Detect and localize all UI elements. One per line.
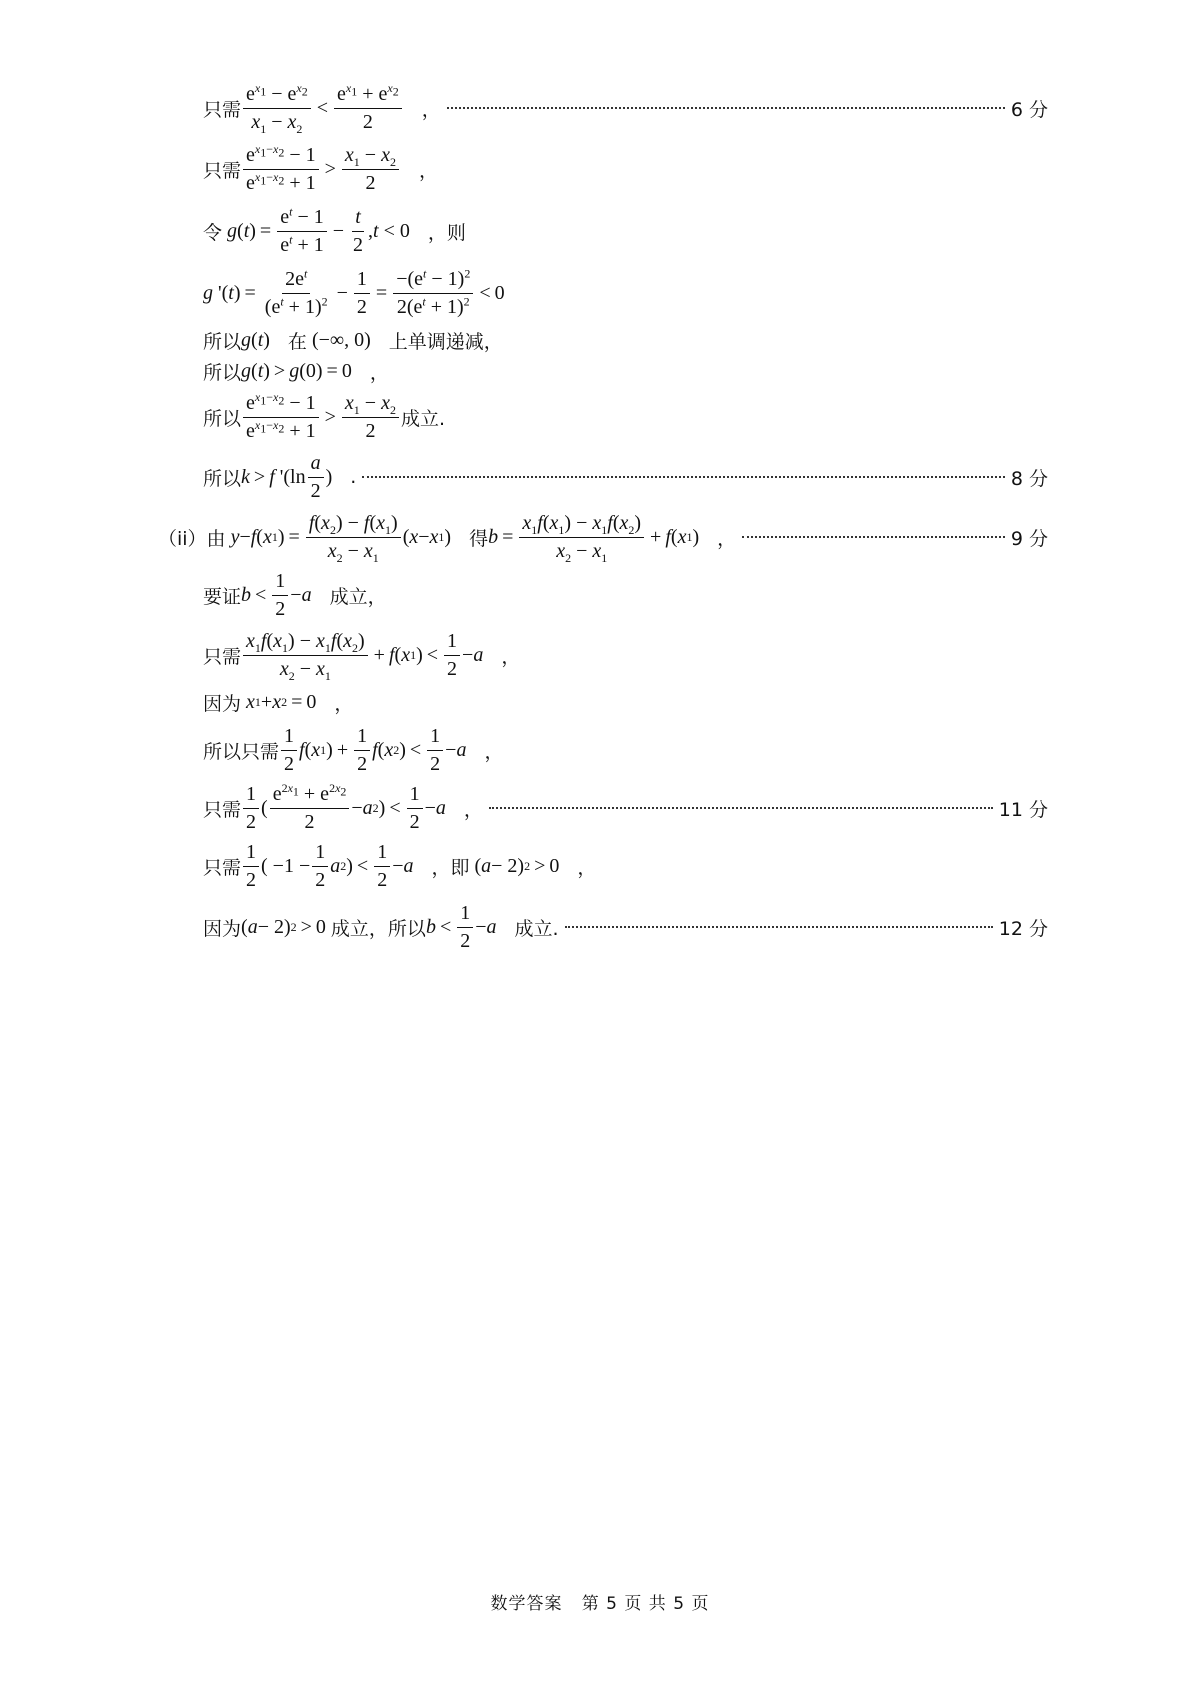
part-label: （ii）由 (158, 527, 226, 550)
inequality-formula: $\frac{e^{x_1-x_2} - 1}{e^{x_1-x_2} + 1}$ > $\frac{x_1 - x_2}{2}$ (241, 144, 401, 195)
dotted-leader (447, 107, 1005, 109)
step-line-8 (203, 448, 1048, 506)
step-prefix: 所以 (203, 467, 242, 490)
footer-page-total: 5 (673, 1594, 686, 1614)
step-mid: 成立，所以 (330, 917, 426, 940)
score-label: 12 分 (998, 917, 1048, 940)
dotted-leader (362, 476, 1005, 478)
punctuation: ， (418, 159, 438, 182)
page-footer (0, 1589, 1200, 1614)
step-line-7 (203, 388, 1200, 446)
punctuation: . (350, 466, 357, 488)
step-line-9 (158, 507, 1048, 567)
step-prefix: 要证 (203, 585, 242, 608)
step-line-4 (203, 263, 1200, 323)
intercept-formula: b = $\frac{x_1f(x_1) - x_1f(x_2)}{x_2 - x_1}$ + f ( x 1 ) (488, 511, 700, 565)
step-line-6 (203, 355, 1200, 387)
score-label: 11 分 (998, 798, 1048, 821)
footer-page-prefix: 第 (581, 1594, 600, 1614)
step-line-2 (203, 140, 1200, 198)
score-label: 6 分 (1010, 98, 1048, 121)
formula: x 1 + x 2 = 0 (246, 690, 317, 713)
step-prefix: 令 (203, 221, 223, 244)
step-line-1 (203, 78, 1048, 138)
punctuation: ， (484, 740, 504, 763)
score-label: 8 分 (1010, 467, 1048, 490)
punctuation: ， (421, 98, 441, 121)
step-prefix: 所以只需 (203, 740, 280, 763)
inequality-formula: $\frac{e^{x_1-x_2} - 1}{e^{x_1-x_2} + 1}$ > $\frac{x_1 - x_2}{2}$ (241, 392, 401, 443)
step-line-11 (203, 626, 1200, 684)
step-suffix: ，则 (427, 221, 466, 244)
function-definition: g ( t ) = $\frac{e^t - 1}{e^t + 1}$ − $\frac{t}{2}$ , t < 0 (227, 203, 410, 256)
footer-subject: 数学答案 (490, 1594, 563, 1614)
interval-formula: (−∞, 0) (306, 328, 371, 351)
step-prefix: 所以 (203, 361, 242, 384)
step-mid: 得 (469, 527, 489, 550)
step-line-12 (203, 686, 1200, 718)
punctuation: ， (501, 645, 521, 668)
step-prefix: 所以 (203, 330, 242, 353)
derivative-formula: g '( t ) = $\frac{2e^t}{(e^t + 1)^2}$ − $\frac{1}{2}$ = $\frac{-(e^t - 1)^2}{2(e^t + 1)^2}$ < 0 (203, 265, 505, 318)
step-line-13 (203, 721, 1200, 779)
step-line-5 (203, 325, 1200, 355)
step-prefix: 只需 (203, 856, 242, 879)
step-prefix: 因为 (203, 692, 242, 715)
step-prefix: 所以 (203, 407, 242, 430)
footer-page-suffix: 页 (691, 1594, 710, 1614)
goal-formula: b < $\frac{1}{2}$ − a (425, 901, 497, 952)
step-suffix: 成立. (400, 407, 446, 430)
step-mid: 在 (287, 330, 307, 353)
step-line-15 (203, 837, 1200, 895)
formula: ( a − 2) 2 > 0 (241, 915, 331, 938)
punctuation: ， (334, 692, 354, 715)
step-suffix: 上单调递减， (388, 330, 503, 353)
dotted-leader (489, 807, 993, 809)
score-label: 9 分 (1010, 527, 1048, 550)
formula: g ( t ) (241, 328, 270, 351)
inequality-formula: $\frac{x_1f(x_1) - x_1f(x_2)}{x_2 - x_1}$ + f ( x 1 ) < $\frac{1}{2}$ − a (241, 630, 483, 681)
conclusion-formula: k > f '(ln $\frac{a}{2}$ ) (241, 451, 333, 502)
step-prefix: 只需 (203, 98, 242, 121)
step-suffix: 成立. (514, 917, 559, 940)
punctuation: ， (369, 361, 389, 384)
step-line-16 (203, 898, 1048, 956)
inequality-formula: $\frac{1}{2}$ f ( x 1 ) + $\frac{1}{2}$ f ( x 2 ) < $\frac{1}{2}$ − a (279, 725, 466, 776)
punctuation: ， (463, 798, 483, 821)
punctuation: ， (577, 856, 597, 879)
inequality-formula: $\frac{1}{2}$ ( −1 − $\frac{1}{2}$ a 2 ) < $\frac{1}{2}$ − a (241, 841, 413, 892)
tangent-line-formula: y − f ( x 1 ) = $\frac{f(x_2) - f(x_1)}{x_2 - x_1}$ ( x − x 1 ) (230, 511, 452, 565)
inequality-formula: $\frac{e^{x_1} - e^{x_2}}{x_1 - x_2}$ < $\frac{e^{x_1} + e^{x_2}}{2}$ (241, 83, 404, 134)
formula: ( a − 2) 2 > 0 (469, 854, 560, 877)
dotted-leader (742, 536, 1005, 538)
step-prefix: 只需 (203, 798, 242, 821)
step-line-10 (203, 566, 1200, 624)
formula: g ( t ) > g (0) = 0 (241, 359, 352, 382)
step-mid: ，即 (431, 856, 470, 879)
step-prefix: 因为 (203, 917, 242, 940)
step-line-14 (203, 778, 1048, 838)
dotted-leader (565, 926, 993, 928)
step-prefix: 只需 (203, 159, 242, 182)
step-line-3 (203, 202, 1200, 260)
footer-page-mid: 页 共 (624, 1594, 667, 1614)
step-prefix: 只需 (203, 645, 242, 668)
step-suffix: 成立， (329, 585, 387, 608)
punctuation: ， (717, 527, 737, 550)
goal-formula: b < $\frac{1}{2}$ − a (241, 569, 312, 620)
inequality-formula: $\frac{1}{2}$ ( $\frac{e^{2x_1} + e^{2x_2}}{2}$ − a 2 ) < $\frac{1}{2}$ − a (241, 783, 446, 834)
footer-page-number: 5 (606, 1594, 618, 1614)
